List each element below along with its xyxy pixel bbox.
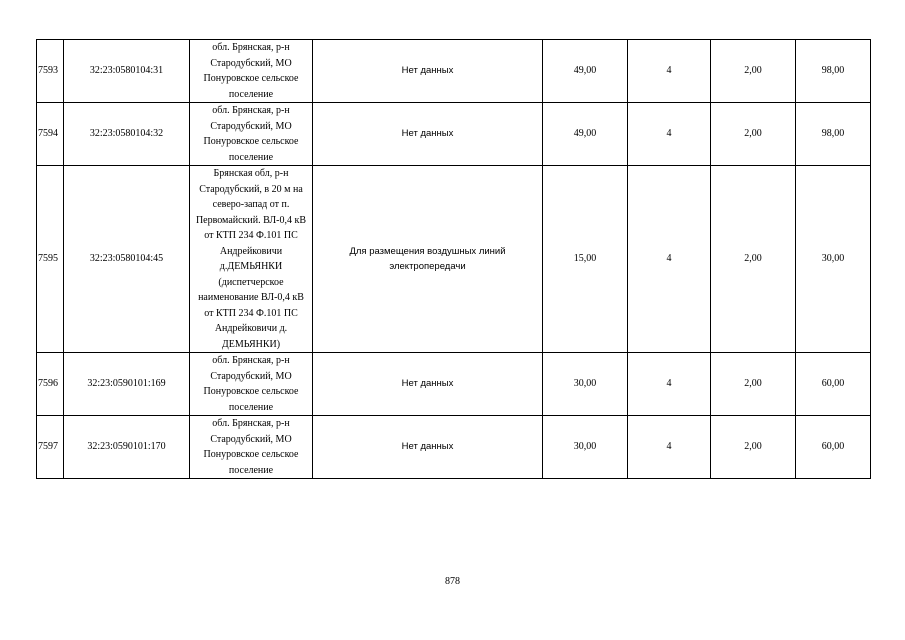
class-cell: 4: [628, 40, 711, 103]
row-number-cell: 7597: [37, 416, 64, 479]
address-cell: обл. Брянская, р-н Стародубский, МО Понуровское сельское поселение: [190, 103, 313, 166]
rate-cell: 2,00: [711, 353, 796, 416]
address-cell: Брянская обл, р-н Стародубский, в 20 м на северо-запад от п. Первомайский. ВЛ-0,4 кВ от КТП 234 Ф.101 ПС Андрейковичи д.ДЕМЬЯНКИ (диспетчерское наименование ВЛ-0,4 кВ от КТП 234 Ф.101 ПС Андрейковичи д. ДЕМЬЯНКИ): [190, 166, 313, 353]
address-cell: обл. Брянская, р-н Стародубский, МО Понуровское сельское поселение: [190, 353, 313, 416]
cadastral-number-cell: 32:23:0590101:169: [64, 353, 190, 416]
table-row: [37, 103, 871, 166]
class-cell: 4: [628, 166, 711, 353]
class-cell: 4: [628, 353, 711, 416]
cadastral-number-cell: 32:23:0580104:32: [64, 103, 190, 166]
row-number-cell: 7594: [37, 103, 64, 166]
table-row: [37, 353, 871, 416]
rate-cell: 2,00: [711, 40, 796, 103]
area-cell: 49,00: [543, 40, 628, 103]
purpose-cell: Нет данных: [313, 103, 543, 166]
amount-cell: 98,00: [796, 103, 871, 166]
cadastral-number-cell: 32:23:0590101:170: [64, 416, 190, 479]
amount-cell: 60,00: [796, 353, 871, 416]
area-cell: 30,00: [543, 416, 628, 479]
address-cell: обл. Брянская, р-н Стародубский, МО Понуровское сельское поселение: [190, 40, 313, 103]
rate-cell: 2,00: [711, 166, 796, 353]
area-cell: 15,00: [543, 166, 628, 353]
purpose-cell: Нет данных: [313, 353, 543, 416]
cadastral-number-cell: 32:23:0580104:31: [64, 40, 190, 103]
class-cell: 4: [628, 416, 711, 479]
rate-cell: 2,00: [711, 416, 796, 479]
area-cell: 49,00: [543, 103, 628, 166]
row-number-cell: 7596: [37, 353, 64, 416]
purpose-cell: Для размещения воздушных линий электропередачи: [313, 166, 543, 353]
cadastral-number-cell: 32:23:0580104:45: [64, 166, 190, 353]
amount-cell: 98,00: [796, 40, 871, 103]
page-number: 878: [445, 576, 460, 587]
area-cell: 30,00: [543, 353, 628, 416]
amount-cell: 60,00: [796, 416, 871, 479]
amount-cell: 30,00: [796, 166, 871, 353]
table-row: [37, 416, 871, 479]
rate-cell: 2,00: [711, 103, 796, 166]
purpose-cell: Нет данных: [313, 416, 543, 479]
row-number-cell: 7593: [37, 40, 64, 103]
purpose-cell: Нет данных: [313, 40, 543, 103]
address-cell: обл. Брянская, р-н Стародубский, МО Понуровское сельское поселение: [190, 416, 313, 479]
row-number-cell: 7595: [37, 166, 64, 353]
table-row: [37, 166, 871, 353]
class-cell: 4: [628, 103, 711, 166]
table-row: [37, 40, 871, 103]
land-plots-table: [36, 39, 871, 479]
